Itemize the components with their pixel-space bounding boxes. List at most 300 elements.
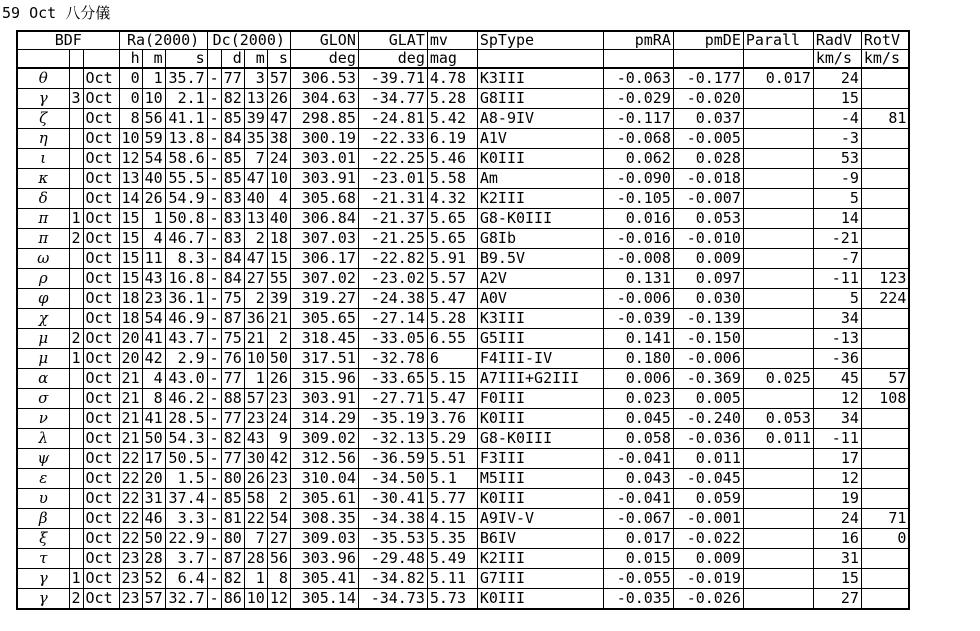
dec-seconds-cell: 24 bbox=[267, 149, 290, 169]
unit-radv: km/s bbox=[813, 50, 861, 69]
ra-hours-cell: 14 bbox=[119, 189, 142, 209]
magnitude-cell: 5.49 bbox=[427, 549, 477, 569]
dec-seconds-cell: 2 bbox=[267, 489, 290, 509]
dec-degrees-cell: 77 bbox=[221, 369, 244, 389]
bayer-cell: κ bbox=[17, 169, 69, 189]
pmde-cell: -0.006 bbox=[673, 349, 743, 369]
parallax-cell bbox=[743, 229, 813, 249]
magnitude-cell: 5.47 bbox=[427, 389, 477, 409]
bayer-number-cell bbox=[69, 509, 83, 529]
parallax-cell bbox=[743, 349, 813, 369]
dec-sign-cell: - bbox=[207, 329, 221, 349]
rotv-cell bbox=[861, 149, 909, 169]
dec-sign-cell: - bbox=[207, 269, 221, 289]
sptype-cell: K0III bbox=[477, 489, 603, 509]
rotv-cell bbox=[861, 549, 909, 569]
ra-minutes-cell: 4 bbox=[142, 369, 165, 389]
glon-cell: 319.27 bbox=[290, 289, 358, 309]
bayer-number-cell bbox=[69, 189, 83, 209]
sptype-cell: K0III bbox=[477, 409, 603, 429]
pmra-cell: 0.141 bbox=[603, 329, 673, 349]
ra-seconds-cell: 28.5 bbox=[165, 409, 207, 429]
ra-seconds-cell: 55.5 bbox=[165, 169, 207, 189]
bayer-cell: χ bbox=[17, 309, 69, 329]
pmde-cell: 0.097 bbox=[673, 269, 743, 289]
ra-hours-cell: 20 bbox=[119, 329, 142, 349]
bayer-number-cell: 1 bbox=[69, 209, 83, 229]
dec-sign-cell: - bbox=[207, 189, 221, 209]
ra-seconds-cell: 46.2 bbox=[165, 389, 207, 409]
glat-cell: -22.82 bbox=[358, 249, 427, 269]
bayer-number-cell: 3 bbox=[69, 89, 83, 109]
constellation-cell: Oct bbox=[83, 249, 119, 269]
dec-sign-cell: - bbox=[207, 129, 221, 149]
header-row bbox=[17, 31, 909, 50]
pmra-cell: -0.090 bbox=[603, 169, 673, 189]
pmra-cell: 0.058 bbox=[603, 429, 673, 449]
dec-degrees-cell: 77 bbox=[221, 449, 244, 469]
sptype-cell: G8-K0III bbox=[477, 209, 603, 229]
dec-degrees-cell: 75 bbox=[221, 329, 244, 349]
constellation-cell: Oct bbox=[83, 589, 119, 610]
dec-sign-cell: - bbox=[207, 569, 221, 589]
sptype-cell: K3III bbox=[477, 309, 603, 329]
magnitude-cell: 5.46 bbox=[427, 149, 477, 169]
ra-seconds-cell: 2.9 bbox=[165, 349, 207, 369]
header-ra: Ra(2000) bbox=[119, 31, 207, 50]
table-row bbox=[17, 68, 909, 89]
dec-sign-cell: - bbox=[207, 469, 221, 489]
ra-hours-cell: 21 bbox=[119, 389, 142, 409]
dec-degrees-cell: 83 bbox=[221, 209, 244, 229]
dec-minutes-cell: 47 bbox=[244, 249, 267, 269]
dec-seconds-cell: 18 bbox=[267, 229, 290, 249]
glat-cell: -24.81 bbox=[358, 109, 427, 129]
glat-cell: -33.05 bbox=[358, 329, 427, 349]
parallax-cell bbox=[743, 249, 813, 269]
dec-seconds-cell: 54 bbox=[267, 509, 290, 529]
ra-minutes-cell: 54 bbox=[142, 149, 165, 169]
dec-degrees-cell: 85 bbox=[221, 149, 244, 169]
pmde-cell: -0.019 bbox=[673, 569, 743, 589]
table-row bbox=[17, 109, 909, 129]
bayer-number-cell bbox=[69, 409, 83, 429]
ra-hours-cell: 22 bbox=[119, 509, 142, 529]
dec-degrees-cell: 81 bbox=[221, 509, 244, 529]
ra-minutes-cell: 23 bbox=[142, 289, 165, 309]
constellation-cell: Oct bbox=[83, 369, 119, 389]
radv-cell: 27 bbox=[813, 589, 861, 610]
glat-cell: -34.73 bbox=[358, 589, 427, 610]
glat-cell: -39.71 bbox=[358, 68, 427, 89]
rotv-cell: 108 bbox=[861, 389, 909, 409]
sptype-cell: A7III+G2III bbox=[477, 369, 603, 389]
ra-minutes-cell: 1 bbox=[142, 209, 165, 229]
constellation-cell: Oct bbox=[83, 109, 119, 129]
ra-hours-cell: 10 bbox=[119, 129, 142, 149]
radv-cell: 17 bbox=[813, 449, 861, 469]
header-bdf: BDF bbox=[17, 31, 119, 50]
dec-degrees-cell: 84 bbox=[221, 269, 244, 289]
parallax-cell: 0.053 bbox=[743, 409, 813, 429]
ra-minutes-cell: 42 bbox=[142, 349, 165, 369]
dec-seconds-cell: 38 bbox=[267, 129, 290, 149]
glon-cell: 317.51 bbox=[290, 349, 358, 369]
magnitude-cell: 5.35 bbox=[427, 529, 477, 549]
dec-sign-cell: - bbox=[207, 409, 221, 429]
parallax-cell bbox=[743, 209, 813, 229]
dec-degrees-cell: 77 bbox=[221, 68, 244, 89]
sptype-cell: K3III bbox=[477, 68, 603, 89]
glat-cell: -21.37 bbox=[358, 209, 427, 229]
ra-minutes-cell: 40 bbox=[142, 169, 165, 189]
ra-seconds-cell: 8.3 bbox=[165, 249, 207, 269]
dec-seconds-cell: 10 bbox=[267, 169, 290, 189]
constellation-cell: Oct bbox=[83, 129, 119, 149]
magnitude-cell: 5.28 bbox=[427, 89, 477, 109]
ra-hours-cell: 15 bbox=[119, 249, 142, 269]
unit-dm: m bbox=[244, 50, 267, 69]
dec-degrees-cell: 84 bbox=[221, 129, 244, 149]
bayer-number-cell bbox=[69, 289, 83, 309]
pmra-cell: 0.016 bbox=[603, 209, 673, 229]
glat-cell: -23.02 bbox=[358, 269, 427, 289]
ra-minutes-cell: 11 bbox=[142, 249, 165, 269]
dec-seconds-cell: 4 bbox=[267, 189, 290, 209]
dec-minutes-cell: 22 bbox=[244, 509, 267, 529]
ra-minutes-cell: 56 bbox=[142, 109, 165, 129]
dec-seconds-cell: 40 bbox=[267, 209, 290, 229]
dec-degrees-cell: 77 bbox=[221, 409, 244, 429]
unit-rotv: km/s bbox=[861, 50, 909, 69]
constellation-cell: Oct bbox=[83, 509, 119, 529]
pmra-cell: -0.067 bbox=[603, 509, 673, 529]
constellation-cell: Oct bbox=[83, 409, 119, 429]
dec-minutes-cell: 13 bbox=[244, 209, 267, 229]
parallax-cell bbox=[743, 449, 813, 469]
dec-minutes-cell: 13 bbox=[244, 89, 267, 109]
bayer-cell: γ bbox=[17, 89, 69, 109]
constellation-cell: Oct bbox=[83, 269, 119, 289]
parallax-cell bbox=[743, 389, 813, 409]
magnitude-cell: 5.42 bbox=[427, 109, 477, 129]
constellation-cell: Oct bbox=[83, 469, 119, 489]
magnitude-cell: 5.73 bbox=[427, 589, 477, 610]
rotv-cell bbox=[861, 429, 909, 449]
table-row bbox=[17, 489, 909, 509]
table-row bbox=[17, 189, 909, 209]
glon-cell: 305.65 bbox=[290, 309, 358, 329]
parallax-cell bbox=[743, 289, 813, 309]
glat-cell: -36.59 bbox=[358, 449, 427, 469]
glon-cell: 306.53 bbox=[290, 68, 358, 89]
sptype-cell: A8-9IV bbox=[477, 109, 603, 129]
magnitude-cell: 5.29 bbox=[427, 429, 477, 449]
ra-seconds-cell: 22.9 bbox=[165, 529, 207, 549]
bayer-cell: ω bbox=[17, 249, 69, 269]
bayer-cell: ζ bbox=[17, 109, 69, 129]
pmde-cell: -0.018 bbox=[673, 169, 743, 189]
constellation-cell: Oct bbox=[83, 289, 119, 309]
glat-cell: -24.38 bbox=[358, 289, 427, 309]
glon-cell: 303.91 bbox=[290, 389, 358, 409]
parallax-cell bbox=[743, 549, 813, 569]
ra-seconds-cell: 2.1 bbox=[165, 89, 207, 109]
table-row bbox=[17, 349, 909, 369]
ra-minutes-cell: 10 bbox=[142, 89, 165, 109]
pmde-cell: 0.009 bbox=[673, 549, 743, 569]
ra-minutes-cell: 41 bbox=[142, 329, 165, 349]
pmde-cell: 0.037 bbox=[673, 109, 743, 129]
magnitude-cell: 4.32 bbox=[427, 189, 477, 209]
bayer-cell: σ bbox=[17, 389, 69, 409]
table-row bbox=[17, 429, 909, 449]
dec-sign-cell: - bbox=[207, 529, 221, 549]
table-row bbox=[17, 549, 909, 569]
parallax-cell bbox=[743, 569, 813, 589]
ra-minutes-cell: 43 bbox=[142, 269, 165, 289]
pmde-cell: -0.022 bbox=[673, 529, 743, 549]
ra-minutes-cell: 59 bbox=[142, 129, 165, 149]
dec-sign-cell: - bbox=[207, 429, 221, 449]
constellation-cell: Oct bbox=[83, 309, 119, 329]
bayer-cell: η bbox=[17, 129, 69, 149]
dec-sign-cell: - bbox=[207, 589, 221, 610]
sptype-cell: F4III-IV bbox=[477, 349, 603, 369]
pmra-cell: -0.008 bbox=[603, 249, 673, 269]
sptype-cell: B9.5V bbox=[477, 249, 603, 269]
header-pmra: pmRA bbox=[603, 31, 673, 50]
ra-seconds-cell: 1.5 bbox=[165, 469, 207, 489]
magnitude-cell: 6.55 bbox=[427, 329, 477, 349]
dec-degrees-cell: 83 bbox=[221, 229, 244, 249]
unit-h: h bbox=[119, 50, 142, 69]
dec-minutes-cell: 7 bbox=[244, 529, 267, 549]
bayer-number-cell bbox=[69, 469, 83, 489]
magnitude-cell: 5.65 bbox=[427, 209, 477, 229]
table-row bbox=[17, 269, 909, 289]
dec-sign-cell: - bbox=[207, 109, 221, 129]
sptype-cell: F3III bbox=[477, 449, 603, 469]
glat-cell: -22.25 bbox=[358, 149, 427, 169]
glat-cell: -34.38 bbox=[358, 509, 427, 529]
bayer-cell: β bbox=[17, 509, 69, 529]
dec-sign-cell: - bbox=[207, 169, 221, 189]
glon-cell: 310.04 bbox=[290, 469, 358, 489]
ra-minutes-cell: 50 bbox=[142, 429, 165, 449]
dec-minutes-cell: 58 bbox=[244, 489, 267, 509]
bayer-cell: τ bbox=[17, 549, 69, 569]
dec-degrees-cell: 87 bbox=[221, 309, 244, 329]
dec-minutes-cell: 57 bbox=[244, 389, 267, 409]
dec-minutes-cell: 23 bbox=[244, 409, 267, 429]
table-row bbox=[17, 169, 909, 189]
bayer-cell: μ bbox=[17, 349, 69, 369]
dec-sign-cell: - bbox=[207, 449, 221, 469]
ra-minutes-cell: 46 bbox=[142, 509, 165, 529]
magnitude-cell: 5.28 bbox=[427, 309, 477, 329]
pmde-cell: -0.010 bbox=[673, 229, 743, 249]
parallax-cell: 0.017 bbox=[743, 68, 813, 89]
parallax-cell bbox=[743, 149, 813, 169]
pmde-cell: -0.139 bbox=[673, 309, 743, 329]
magnitude-cell: 6 bbox=[427, 349, 477, 369]
glon-cell: 305.61 bbox=[290, 489, 358, 509]
dec-sign-cell: - bbox=[207, 549, 221, 569]
bayer-number-cell: 2 bbox=[69, 589, 83, 610]
bayer-cell: θ bbox=[17, 68, 69, 89]
dec-degrees-cell: 87 bbox=[221, 549, 244, 569]
glon-cell: 306.17 bbox=[290, 249, 358, 269]
dec-sign-cell: - bbox=[207, 68, 221, 89]
ra-hours-cell: 22 bbox=[119, 529, 142, 549]
pmde-cell: -0.007 bbox=[673, 189, 743, 209]
constellation-cell: Oct bbox=[83, 89, 119, 109]
pmde-cell: -0.045 bbox=[673, 469, 743, 489]
ra-hours-cell: 15 bbox=[119, 209, 142, 229]
dec-minutes-cell: 21 bbox=[244, 329, 267, 349]
radv-cell: 24 bbox=[813, 68, 861, 89]
pmra-cell: -0.016 bbox=[603, 229, 673, 249]
bayer-number-cell bbox=[69, 149, 83, 169]
sptype-cell: A1V bbox=[477, 129, 603, 149]
dec-seconds-cell: 42 bbox=[267, 449, 290, 469]
glon-cell: 303.01 bbox=[290, 149, 358, 169]
dec-minutes-cell: 2 bbox=[244, 229, 267, 249]
dec-minutes-cell: 1 bbox=[244, 369, 267, 389]
magnitude-cell: 5.1 bbox=[427, 469, 477, 489]
pmde-cell: 0.028 bbox=[673, 149, 743, 169]
constellation-cell: Oct bbox=[83, 189, 119, 209]
table-row bbox=[17, 529, 909, 549]
ra-seconds-cell: 43.0 bbox=[165, 369, 207, 389]
constellation-cell: Oct bbox=[83, 169, 119, 189]
ra-seconds-cell: 6.4 bbox=[165, 569, 207, 589]
glon-cell: 303.91 bbox=[290, 169, 358, 189]
radv-cell: 15 bbox=[813, 89, 861, 109]
ra-seconds-cell: 46.7 bbox=[165, 229, 207, 249]
dec-seconds-cell: 2 bbox=[267, 329, 290, 349]
rotv-cell bbox=[861, 249, 909, 269]
glat-cell: -34.82 bbox=[358, 569, 427, 589]
rotv-cell bbox=[861, 469, 909, 489]
constellation-cell: Oct bbox=[83, 68, 119, 89]
bayer-number-cell: 1 bbox=[69, 569, 83, 589]
sptype-cell: G5III bbox=[477, 329, 603, 349]
dec-degrees-cell: 80 bbox=[221, 469, 244, 489]
sptype-cell: K2III bbox=[477, 549, 603, 569]
ra-hours-cell: 0 bbox=[119, 68, 142, 89]
dec-seconds-cell: 21 bbox=[267, 309, 290, 329]
table-row bbox=[17, 89, 909, 109]
sptype-cell: M5III bbox=[477, 469, 603, 489]
rotv-cell: 71 bbox=[861, 509, 909, 529]
sptype-cell: A9IV-V bbox=[477, 509, 603, 529]
rotv-cell: 0 bbox=[861, 529, 909, 549]
parallax-cell bbox=[743, 529, 813, 549]
ra-minutes-cell: 31 bbox=[142, 489, 165, 509]
radv-cell: -11 bbox=[813, 429, 861, 449]
dec-minutes-cell: 1 bbox=[244, 569, 267, 589]
ra-minutes-cell: 50 bbox=[142, 529, 165, 549]
table-row bbox=[17, 469, 909, 489]
unit-row bbox=[17, 50, 909, 69]
ra-minutes-cell: 8 bbox=[142, 389, 165, 409]
rotv-cell: 57 bbox=[861, 369, 909, 389]
ra-hours-cell: 22 bbox=[119, 449, 142, 469]
radv-cell: -3 bbox=[813, 129, 861, 149]
dec-minutes-cell: 43 bbox=[244, 429, 267, 449]
sptype-cell: G8Ib bbox=[477, 229, 603, 249]
ra-minutes-cell: 28 bbox=[142, 549, 165, 569]
glat-cell: -32.78 bbox=[358, 349, 427, 369]
sptype-cell: K2III bbox=[477, 189, 603, 209]
bayer-cell: π bbox=[17, 229, 69, 249]
dec-seconds-cell: 26 bbox=[267, 369, 290, 389]
rotv-cell bbox=[861, 169, 909, 189]
ra-hours-cell: 12 bbox=[119, 149, 142, 169]
ra-seconds-cell: 16.8 bbox=[165, 269, 207, 289]
pmra-cell: -0.063 bbox=[603, 68, 673, 89]
pmde-cell: 0.005 bbox=[673, 389, 743, 409]
bayer-number-cell bbox=[69, 449, 83, 469]
radv-cell: 5 bbox=[813, 289, 861, 309]
sptype-cell: K0III bbox=[477, 149, 603, 169]
pmde-cell: -0.026 bbox=[673, 589, 743, 610]
dec-degrees-cell: 83 bbox=[221, 189, 244, 209]
pmde-cell: 0.030 bbox=[673, 289, 743, 309]
table-row bbox=[17, 589, 909, 610]
rotv-cell bbox=[861, 329, 909, 349]
ra-hours-cell: 23 bbox=[119, 569, 142, 589]
rotv-cell bbox=[861, 349, 909, 369]
glon-cell: 306.84 bbox=[290, 209, 358, 229]
ra-seconds-cell: 36.1 bbox=[165, 289, 207, 309]
bayer-cell: π bbox=[17, 209, 69, 229]
parallax-cell bbox=[743, 269, 813, 289]
pmra-cell: 0.023 bbox=[603, 389, 673, 409]
ra-hours-cell: 21 bbox=[119, 369, 142, 389]
ra-hours-cell: 22 bbox=[119, 469, 142, 489]
pmde-cell: 0.009 bbox=[673, 249, 743, 269]
constellation-cell: Oct bbox=[83, 229, 119, 249]
dec-minutes-cell: 39 bbox=[244, 109, 267, 129]
dec-degrees-cell: 84 bbox=[221, 249, 244, 269]
header-mv: mv bbox=[427, 31, 477, 50]
table-row bbox=[17, 129, 909, 149]
bayer-cell: α bbox=[17, 369, 69, 389]
glon-cell: 305.68 bbox=[290, 189, 358, 209]
sptype-cell: G8III bbox=[477, 89, 603, 109]
bayer-cell: δ bbox=[17, 189, 69, 209]
radv-cell: 12 bbox=[813, 389, 861, 409]
ra-minutes-cell: 4 bbox=[142, 229, 165, 249]
ra-hours-cell: 22 bbox=[119, 489, 142, 509]
dec-minutes-cell: 7 bbox=[244, 149, 267, 169]
ra-hours-cell: 13 bbox=[119, 169, 142, 189]
glat-cell: -33.65 bbox=[358, 369, 427, 389]
pmde-cell: -0.036 bbox=[673, 429, 743, 449]
dec-degrees-cell: 75 bbox=[221, 289, 244, 309]
unit-mv: mag bbox=[427, 50, 477, 69]
glon-cell: 305.41 bbox=[290, 569, 358, 589]
dec-minutes-cell: 40 bbox=[244, 189, 267, 209]
ra-hours-cell: 23 bbox=[119, 589, 142, 610]
bayer-number-cell bbox=[69, 309, 83, 329]
rotv-cell bbox=[861, 189, 909, 209]
bayer-number-cell bbox=[69, 169, 83, 189]
magnitude-cell: 5.11 bbox=[427, 569, 477, 589]
